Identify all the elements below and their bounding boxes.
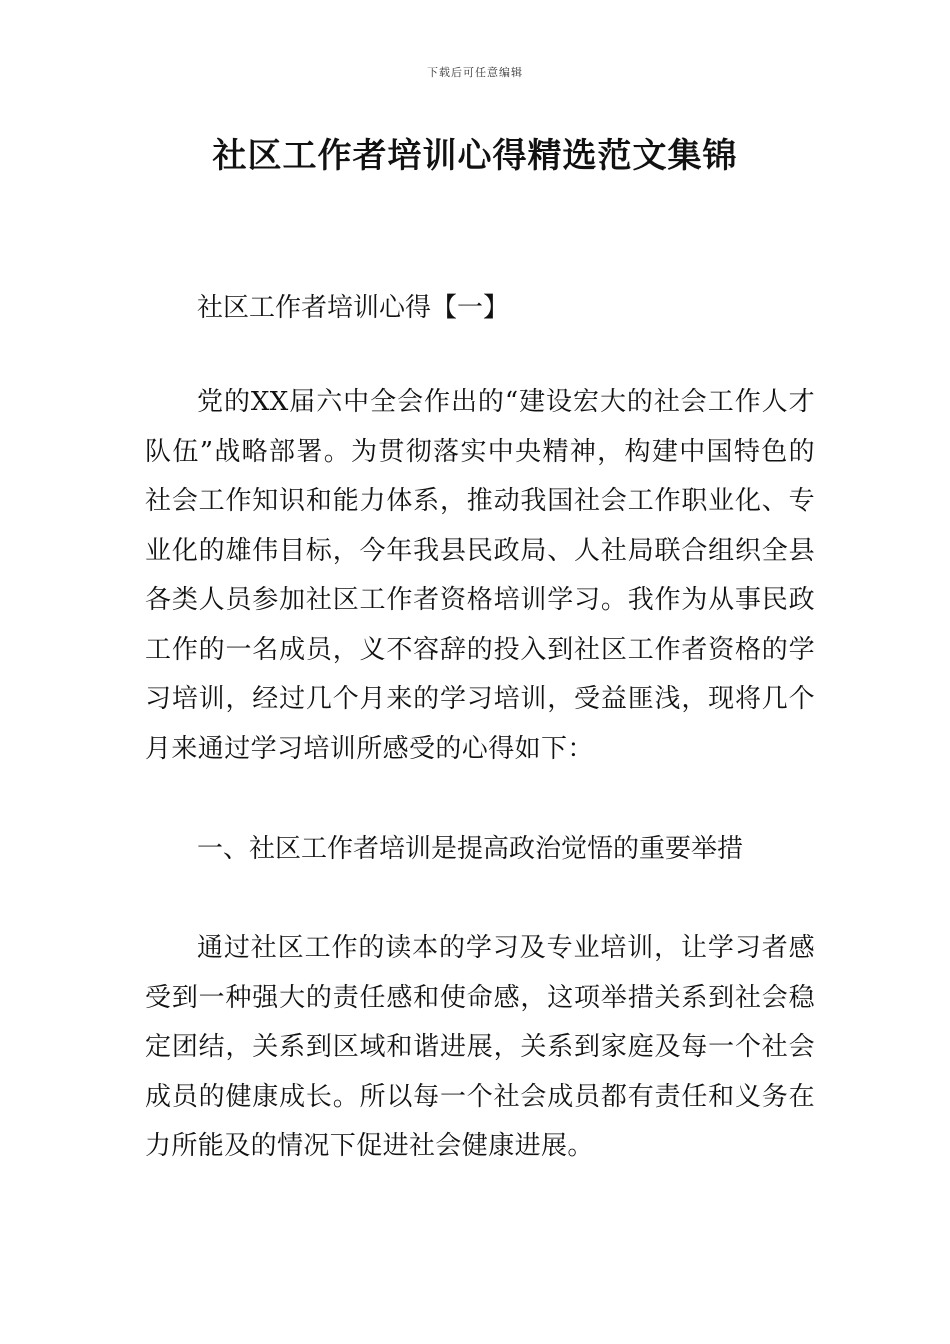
paragraph-2: 通过社区工作的读本的学习及专业培训，让学习者感受到一种强大的责任感和使命感，这项举措关系到社会稳定团结，关系到区域和谐进展，关系到家庭及每一个社会成员的健康成长。所以每一个社会成员都有责任和义务在力所能及的情况下促进社会健康进展。 [145, 933, 815, 1161]
document-title: 社区工作者培训心得精选范文集锦 [212, 136, 738, 176]
section-title: 社区工作者培训心得【一】 [197, 293, 510, 323]
header-note: 下载后可任意编辑 [427, 66, 523, 79]
heading-1: 一、社区工作者培训是提高政治觉悟的重要举措 [197, 834, 744, 864]
paragraph-1: 党的XX届六中全会作出的“建设宏大的社会工作人才队伍”战略部署。为贯彻落实中央精神，构建中国特色的社会工作知识和能力体系，推动我国社会工作职业化、专业化的雄伟目标，今年我县民政局、人社局联合组织全县各类人员参加社区工作者资格培训学习。我作为从事民政工作的一名成员，义不容辞的投入到社区工作者资格的学习培训，经过几个月来的学习培训，受益匪浅，现将几个月来通过学习培训所感受的心得如下： [145, 387, 815, 764]
